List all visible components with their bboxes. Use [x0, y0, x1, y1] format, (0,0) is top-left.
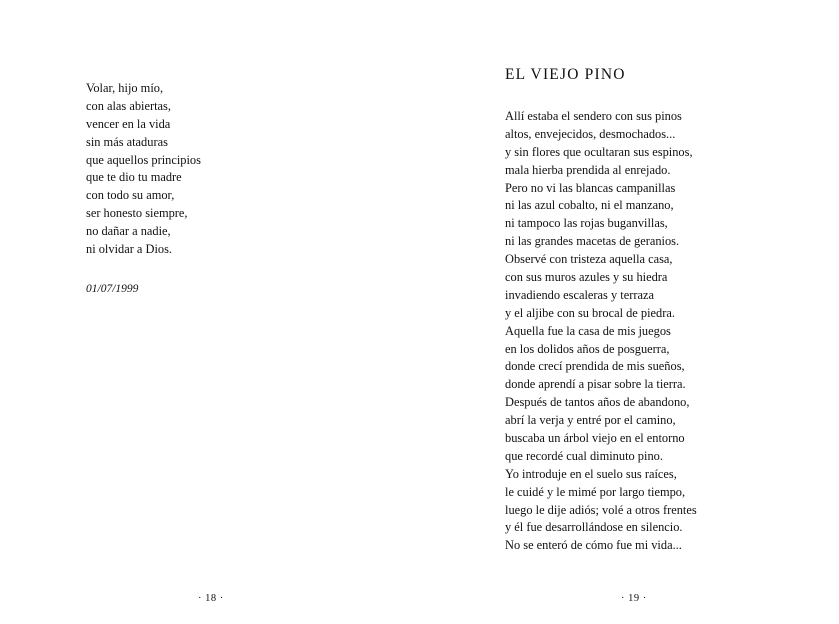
- poem-line: invadiendo escaleras y terraza: [505, 287, 654, 302]
- poem-title: EL VIEJO PINO: [505, 66, 626, 83]
- poem-line: abrí la verja y entré por el camino,: [505, 413, 676, 428]
- poem-line: mala hierba prendida al enrejado.: [505, 162, 671, 177]
- poem-line: ni las grandes macetas de geranios.: [505, 234, 680, 249]
- poem-line: No se enteró de cómo fue mi vida...: [505, 538, 682, 553]
- poem-line: no dañar a nadie,: [86, 224, 171, 239]
- poem-line: Allí estaba el sendero con sus pinos: [505, 109, 682, 123]
- poem-line: buscaba un árbol viejo en el entorno: [505, 431, 685, 446]
- poem-line: ni las azul cobalto, ni el manzano,: [505, 198, 674, 213]
- poem-stanza: [86, 80, 201, 259]
- poem-line: que recordé cual diminuto pino.: [505, 448, 663, 463]
- poem-body: [505, 108, 697, 555]
- right-page: [420, 0, 839, 624]
- poem-line: ni olvidar a Dios.: [86, 242, 173, 257]
- poem-line: Volar, hijo mío,: [86, 81, 164, 95]
- poem-line: con todo su amor,: [86, 188, 175, 203]
- poem-line: con sus muros azules y su hiedra: [505, 270, 668, 285]
- poem-line: y sin flores que ocultaran sus espinos,: [505, 144, 693, 159]
- poem-line: Yo introduje en el suelo sus raíces,: [505, 466, 677, 481]
- poem-line: y él fue desarrollándose en silencio.: [505, 520, 683, 535]
- poem-line: Aquella fue la casa de mis juegos: [505, 323, 671, 338]
- poem-line: que te dio tu madre: [86, 170, 182, 185]
- poem-line: que aquellos principios: [86, 152, 201, 167]
- poem-line: sin más ataduras: [86, 134, 168, 149]
- poem-line: luego le dije adiós; volé a otros frentes: [505, 502, 697, 517]
- poem-line: Después de tantos años de abandono,: [505, 395, 690, 410]
- poem-line: con alas abiertas,: [86, 98, 171, 113]
- page-number-left: · 18 ·: [198, 593, 224, 604]
- poem-date: 01/07/1999: [86, 283, 139, 295]
- poem-line: ser honesto siempre,: [86, 206, 188, 221]
- poem-line: altos, envejecidos, desmochados...: [505, 126, 676, 141]
- poem-line: ni tampoco las rojas buganvillas,: [505, 216, 668, 231]
- poem-line: donde crecí prendida de mis sueños,: [505, 359, 685, 374]
- poem-line: vencer en la vida: [86, 116, 171, 131]
- poem-line: en los dolidos años de posguerra,: [505, 341, 670, 356]
- poem-line: Observé con tristeza aquella casa,: [505, 252, 673, 267]
- left-page: [0, 0, 419, 624]
- poem-line: Pero no vi las blancas campanillas: [505, 180, 676, 195]
- page-number-right: · 19 ·: [621, 593, 647, 604]
- poem-line: donde aprendí a pisar sobre la tierra.: [505, 377, 686, 392]
- poem-line: y el aljibe con su brocal de piedra.: [505, 305, 675, 320]
- poem-line: le cuidé y le mimé por largo tiempo,: [505, 484, 686, 499]
